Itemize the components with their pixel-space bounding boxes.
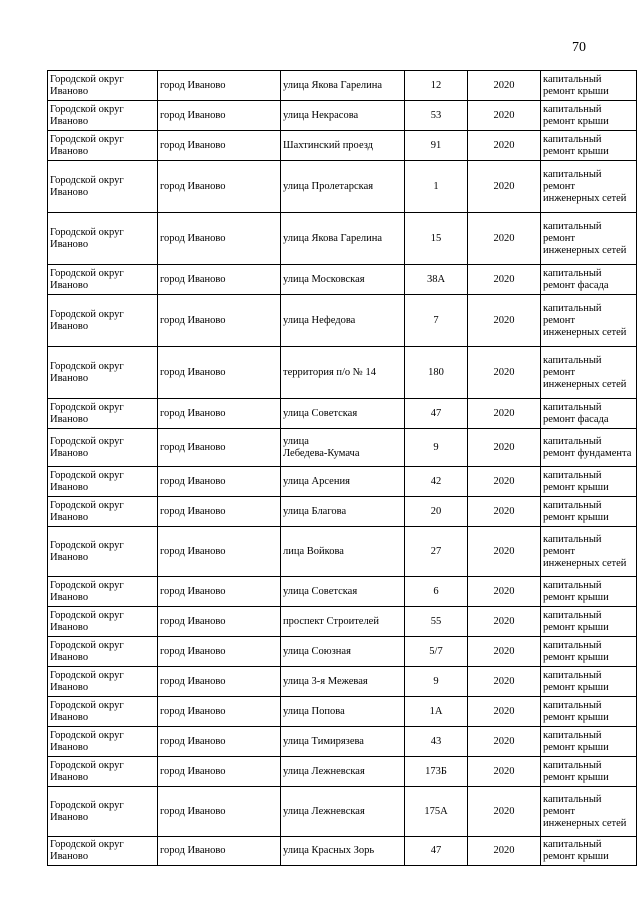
table-row xyxy=(48,577,637,607)
year-cell: 2020 xyxy=(468,467,541,497)
city-cell: город Иваново xyxy=(158,837,281,866)
year-cell: 2020 xyxy=(468,607,541,637)
street-cell xyxy=(281,429,405,467)
year-cell: 2020 xyxy=(468,213,541,265)
street-cell: улица Благова xyxy=(281,497,405,527)
work-type-cell: капитальный ремонт крыши xyxy=(541,577,637,607)
district-cell: Городской округ Иваново xyxy=(48,757,158,787)
house-cell: 175А xyxy=(405,787,468,837)
repair-schedule-table xyxy=(47,70,637,866)
year-cell: 2020 xyxy=(468,727,541,757)
city-cell: город Иваново xyxy=(158,295,281,347)
city-cell: город Иваново xyxy=(158,697,281,727)
street-cell: улица Лежневская xyxy=(281,787,405,837)
district-cell: Городской округ Иваново xyxy=(48,577,158,607)
house-cell: 20 xyxy=(405,497,468,527)
table-row xyxy=(48,727,637,757)
page-number: 70 xyxy=(572,40,586,55)
table-row xyxy=(48,399,637,429)
year-cell: 2020 xyxy=(468,265,541,295)
district-cell: Городской округ Иваново xyxy=(48,527,158,577)
work-type-cell: капитальный ремонт крыши xyxy=(541,727,637,757)
house-cell: 47 xyxy=(405,399,468,429)
work-type-cell: капитальный ремонт инженерных сетей xyxy=(541,213,637,265)
house-cell: 27 xyxy=(405,527,468,577)
city-cell: город Иваново xyxy=(158,161,281,213)
table-row xyxy=(48,161,637,213)
year-cell: 2020 xyxy=(468,347,541,399)
year-cell: 2020 xyxy=(468,667,541,697)
table-row xyxy=(48,637,637,667)
district-cell: Городской округ Иваново xyxy=(48,347,158,399)
street-cell: проспект Строителей xyxy=(281,607,405,637)
year-cell: 2020 xyxy=(468,757,541,787)
work-type-cell: капитальный ремонт крыши xyxy=(541,607,637,637)
work-type-cell: капитальный ремонт крыши xyxy=(541,637,637,667)
table-row xyxy=(48,71,637,101)
table-row xyxy=(48,837,637,866)
city-cell: город Иваново xyxy=(158,347,281,399)
city-cell: город Иваново xyxy=(158,527,281,577)
city-cell: город Иваново xyxy=(158,399,281,429)
table-row xyxy=(48,527,637,577)
house-cell: 91 xyxy=(405,131,468,161)
table-row xyxy=(48,667,637,697)
city-cell: город Иваново xyxy=(158,101,281,131)
year-cell: 2020 xyxy=(468,527,541,577)
district-cell: Городской округ Иваново xyxy=(48,161,158,213)
city-cell: город Иваново xyxy=(158,727,281,757)
table-row xyxy=(48,213,637,265)
year-cell: 2020 xyxy=(468,837,541,866)
year-cell: 2020 xyxy=(468,295,541,347)
district-cell: Городской округ Иваново xyxy=(48,787,158,837)
street-cell: улица Союзная xyxy=(281,637,405,667)
city-cell: город Иваново xyxy=(158,71,281,101)
city-cell: город Иваново xyxy=(158,265,281,295)
work-type-cell: капитальный ремонт фасада xyxy=(541,399,637,429)
year-cell: 2020 xyxy=(468,697,541,727)
work-type-cell: капитальный ремонт крыши xyxy=(541,757,637,787)
street-cell: улица Якова Гарелина xyxy=(281,213,405,265)
year-cell: 2020 xyxy=(468,577,541,607)
house-cell: 43 xyxy=(405,727,468,757)
city-cell: город Иваново xyxy=(158,429,281,467)
table-row xyxy=(48,295,637,347)
year-cell: 2020 xyxy=(468,131,541,161)
district-cell: Городской округ Иваново xyxy=(48,71,158,101)
table-row xyxy=(48,497,637,527)
work-type-cell: капитальный ремонт крыши xyxy=(541,131,637,161)
work-type-cell: капитальный ремонт инженерных сетей xyxy=(541,161,637,213)
work-type-cell: капитальный ремонт крыши xyxy=(541,467,637,497)
work-type-cell: капитальный ремонт инженерных сетей xyxy=(541,527,637,577)
street-cell: улица Нефедова xyxy=(281,295,405,347)
work-type-cell: капитальный ремонт крыши xyxy=(541,101,637,131)
district-cell: Городской округ Иваново xyxy=(48,497,158,527)
street-cell: улица Красных Зорь xyxy=(281,837,405,866)
city-cell: город Иваново xyxy=(158,667,281,697)
street-cell: улица Пролетарская xyxy=(281,161,405,213)
district-cell: Городской округ Иваново xyxy=(48,667,158,697)
work-type-cell: капитальный ремонт инженерных сетей xyxy=(541,787,637,837)
district-cell: Городской округ Иваново xyxy=(48,265,158,295)
street-cell: улица Лежневская xyxy=(281,757,405,787)
year-cell: 2020 xyxy=(468,101,541,131)
city-cell: город Иваново xyxy=(158,757,281,787)
district-cell: Городской округ Иваново xyxy=(48,467,158,497)
house-cell: 1 xyxy=(405,161,468,213)
street-cell: улица Якова Гарелина xyxy=(281,71,405,101)
year-cell: 2020 xyxy=(468,161,541,213)
year-cell: 2020 xyxy=(468,787,541,837)
street-cell: улица Советская xyxy=(281,399,405,429)
district-cell: Городской округ Иваново xyxy=(48,607,158,637)
table-row xyxy=(48,347,637,399)
work-type-cell: капитальный ремонт крыши xyxy=(541,497,637,527)
street-cell: лица Войкова xyxy=(281,527,405,577)
district-cell: Городской округ Иваново xyxy=(48,295,158,347)
house-cell: 55 xyxy=(405,607,468,637)
table-row xyxy=(48,787,637,837)
district-cell: Городской округ Иваново xyxy=(48,213,158,265)
district-cell: Городской округ Иваново xyxy=(48,131,158,161)
street-prefix: улица xyxy=(283,435,309,447)
street-cell: улица Тимирязева xyxy=(281,727,405,757)
house-cell: 15 xyxy=(405,213,468,265)
district-cell: Городской округ Иваново xyxy=(48,697,158,727)
year-cell: 2020 xyxy=(468,637,541,667)
year-cell: 2020 xyxy=(468,71,541,101)
work-type-cell: капитальный ремонт инженерных сетей xyxy=(541,347,637,399)
house-cell: 47 xyxy=(405,837,468,866)
table-row xyxy=(48,697,637,727)
street-cell: улица Арсения xyxy=(281,467,405,497)
house-cell: 38А xyxy=(405,265,468,295)
house-cell: 53 xyxy=(405,101,468,131)
street-cell: улица Московская xyxy=(281,265,405,295)
district-cell: Городской округ Иваново xyxy=(48,837,158,866)
work-type-cell: капитальный ремонт крыши xyxy=(541,697,637,727)
district-cell: Городской округ Иваново xyxy=(48,637,158,667)
house-cell: 173Б xyxy=(405,757,468,787)
work-type-cell: капитальный ремонт инженерных сетей xyxy=(541,295,637,347)
house-cell: 42 xyxy=(405,467,468,497)
table-row xyxy=(48,101,637,131)
table-row xyxy=(48,757,637,787)
city-cell: город Иваново xyxy=(158,213,281,265)
work-type-cell: капитальный ремонт фундамента xyxy=(541,429,637,467)
street-cell: территория п/о № 14 xyxy=(281,347,405,399)
work-type-cell: капитальный ремонт крыши xyxy=(541,667,637,697)
city-cell: город Иваново xyxy=(158,637,281,667)
house-cell: 6 xyxy=(405,577,468,607)
district-cell: Городской округ Иваново xyxy=(48,399,158,429)
house-cell: 1А xyxy=(405,697,468,727)
street-cell: улица Попова xyxy=(281,697,405,727)
table-row xyxy=(48,467,637,497)
table-row xyxy=(48,265,637,295)
city-cell: город Иваново xyxy=(158,497,281,527)
street-name: Лебедева-Кумача xyxy=(283,447,360,459)
street-cell: улица 3-я Межевая xyxy=(281,667,405,697)
city-cell: город Иваново xyxy=(158,467,281,497)
table-row xyxy=(48,607,637,637)
district-cell: Городской округ Иваново xyxy=(48,101,158,131)
table-row xyxy=(48,131,637,161)
work-type-cell: капитальный ремонт крыши xyxy=(541,837,637,866)
house-cell: 9 xyxy=(405,667,468,697)
street-cell: Шахтинский проезд xyxy=(281,131,405,161)
year-cell: 2020 xyxy=(468,497,541,527)
year-cell: 2020 xyxy=(468,429,541,467)
city-cell: город Иваново xyxy=(158,787,281,837)
city-cell: город Иваново xyxy=(158,131,281,161)
street-cell: улица Некрасова xyxy=(281,101,405,131)
house-cell: 180 xyxy=(405,347,468,399)
work-type-cell: капитальный ремонт фасада xyxy=(541,265,637,295)
work-type-cell: капитальный ремонт крыши xyxy=(541,71,637,101)
district-cell: Городской округ Иваново xyxy=(48,429,158,467)
city-cell: город Иваново xyxy=(158,577,281,607)
house-cell: 12 xyxy=(405,71,468,101)
table-row xyxy=(48,429,637,467)
city-cell: город Иваново xyxy=(158,607,281,637)
house-cell: 9 xyxy=(405,429,468,467)
street-cell: улица Советская xyxy=(281,577,405,607)
house-cell: 5/7 xyxy=(405,637,468,667)
house-cell: 7 xyxy=(405,295,468,347)
district-cell: Городской округ Иваново xyxy=(48,727,158,757)
year-cell: 2020 xyxy=(468,399,541,429)
